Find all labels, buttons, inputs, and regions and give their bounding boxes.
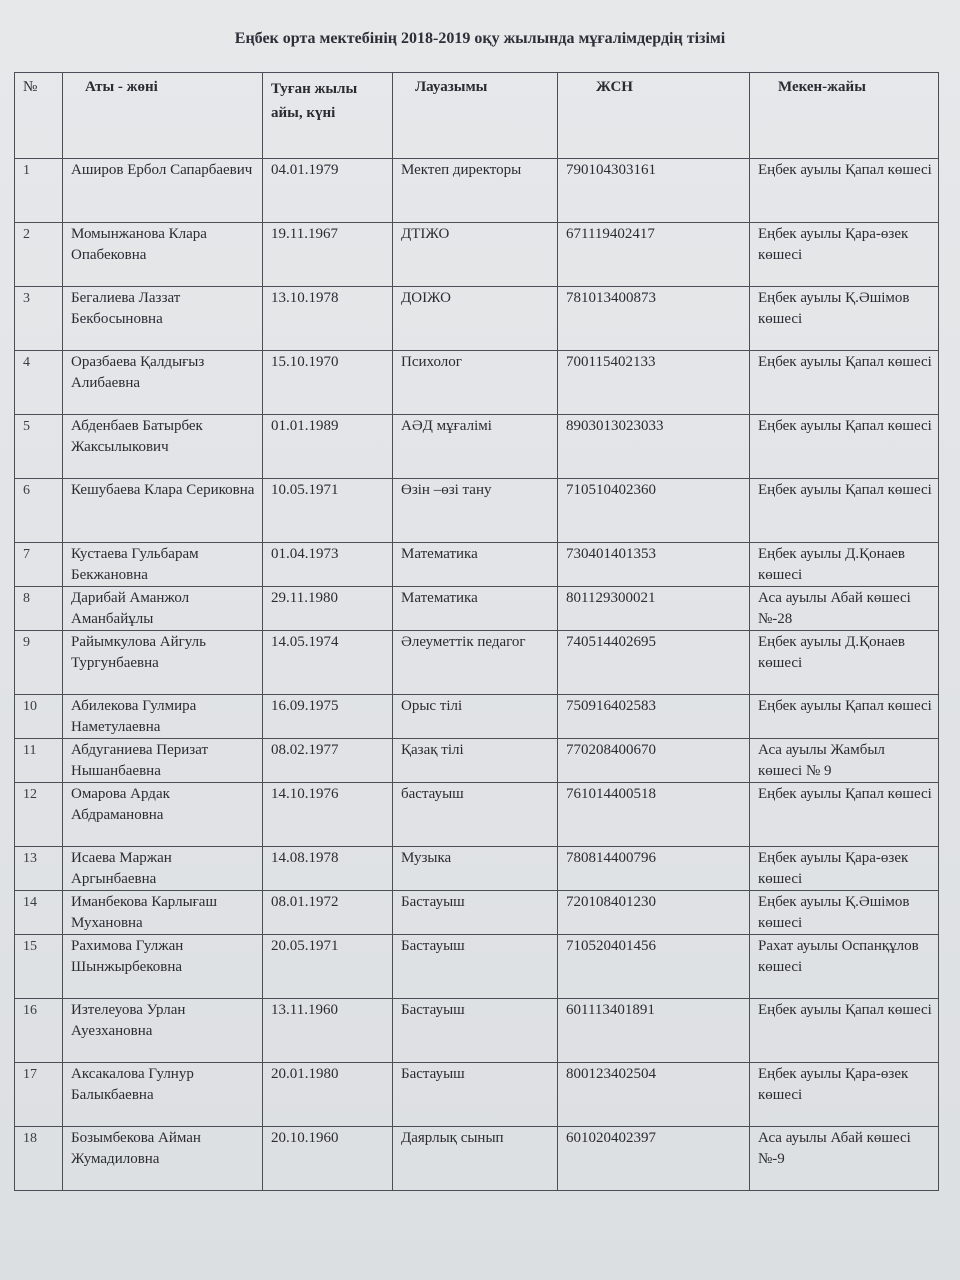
- iin-number-cell: 801129300021: [558, 587, 750, 631]
- iin-number-cell: 700115402133: [558, 351, 750, 415]
- table-row: [15, 783, 939, 847]
- row-number-cell: 10: [15, 695, 63, 739]
- row-number-cell: 7: [15, 543, 63, 587]
- address-cell: Еңбек ауылы Қара-өзек көшесі: [750, 223, 939, 287]
- address-cell: Еңбек ауылы Қапал көшесі: [750, 415, 939, 479]
- row-number-cell: 15: [15, 935, 63, 999]
- birth-date-cell: 16.09.1975: [263, 695, 393, 739]
- position-cell: Музыка: [393, 847, 558, 891]
- address-cell: Аса ауылы Абай көшесі №-28: [750, 587, 939, 631]
- birth-date-cell: 13.11.1960: [263, 999, 393, 1063]
- table-row: [15, 891, 939, 935]
- position-cell: Бастауыш: [393, 891, 558, 935]
- table-row: [15, 1063, 939, 1127]
- teacher-name-cell: Абилекова Гулмира Наметулаевна: [63, 695, 263, 739]
- row-number-cell: 4: [15, 351, 63, 415]
- row-number-cell: 11: [15, 739, 63, 783]
- teacher-name-cell: Исаева Маржан Аргынбаевна: [63, 847, 263, 891]
- row-number-cell: 3: [15, 287, 63, 351]
- address-cell: Еңбек ауылы Қапал көшесі: [750, 159, 939, 223]
- teacher-name-cell: Кустаева Гульбарам Бекжановна: [63, 543, 263, 587]
- table-row: [15, 847, 939, 891]
- row-number-cell: 18: [15, 1127, 63, 1191]
- address-cell: Еңбек ауылы Д.Қонаев көшесі: [750, 631, 939, 695]
- birth-date-cell: 08.01.1972: [263, 891, 393, 935]
- teacher-name-cell: Оразбаева Қалдығыз Алибаевна: [63, 351, 263, 415]
- teacher-name-cell: Кешубаева Клара Сериковна: [63, 479, 263, 543]
- document-title: Еңбек орта мектебінің 2018-2019 оқу жылында мұғалімдердің тізімі: [234, 30, 726, 47]
- iin-number-cell: 710510402360: [558, 479, 750, 543]
- position-cell: Математика: [393, 587, 558, 631]
- position-cell: Даярлық сынып: [393, 1127, 558, 1191]
- iin-number-cell: 8903013023033: [558, 415, 750, 479]
- birth-date-cell: 29.11.1980: [263, 587, 393, 631]
- position-cell: Қазақ тілі: [393, 739, 558, 783]
- teacher-name-cell: Иманбекова Карлығаш Мухановна: [63, 891, 263, 935]
- iin-number-cell: 770208400670: [558, 739, 750, 783]
- iin-number-cell: 750916402583: [558, 695, 750, 739]
- iin-number-cell: 800123402504: [558, 1063, 750, 1127]
- teacher-name-cell: Рахимова Гулжан Шынжырбековна: [63, 935, 263, 999]
- table-row: [15, 223, 939, 287]
- position-cell: Мектеп директоры: [393, 159, 558, 223]
- header-address: Мекен-жайы: [750, 73, 939, 159]
- iin-number-cell: 710520401456: [558, 935, 750, 999]
- table-row: [15, 999, 939, 1063]
- row-number-cell: 12: [15, 783, 63, 847]
- table-row: [15, 351, 939, 415]
- table-row: [15, 631, 939, 695]
- teacher-name-cell: Райымкулова Айгуль Тургунбаевна: [63, 631, 263, 695]
- teacher-name-cell: Аксакалова Гулнур Балыкбаевна: [63, 1063, 263, 1127]
- row-number-cell: 1: [15, 159, 63, 223]
- birth-date-cell: 20.05.1971: [263, 935, 393, 999]
- birth-date-cell: 15.10.1970: [263, 351, 393, 415]
- iin-number-cell: 671119402417: [558, 223, 750, 287]
- teacher-name-cell: Бозымбекова Айман Жумадиловна: [63, 1127, 263, 1191]
- position-cell: ДТІЖО: [393, 223, 558, 287]
- address-cell: Еңбек ауылы Қ.Әшімов көшесі: [750, 891, 939, 935]
- table-row: [15, 587, 939, 631]
- birth-date-cell: 01.01.1989: [263, 415, 393, 479]
- address-cell: Еңбек ауылы Қапал көшесі: [750, 695, 939, 739]
- table-header-row: [15, 73, 939, 159]
- birth-date-cell: 20.01.1980: [263, 1063, 393, 1127]
- position-cell: Орыс тілі: [393, 695, 558, 739]
- address-cell: Еңбек ауылы Қапал көшесі: [750, 479, 939, 543]
- iin-number-cell: 730401401353: [558, 543, 750, 587]
- iin-number-cell: 780814400796: [558, 847, 750, 891]
- iin-number-cell: 740514402695: [558, 631, 750, 695]
- row-number-cell: 6: [15, 479, 63, 543]
- row-number-cell: 16: [15, 999, 63, 1063]
- table-body: [15, 159, 939, 1191]
- teachers-table: [14, 72, 939, 1191]
- birth-date-cell: 08.02.1977: [263, 739, 393, 783]
- teacher-name-cell: Бегалиева Лаззат Бекбосыновна: [63, 287, 263, 351]
- position-cell: АӘД мұғалімі: [393, 415, 558, 479]
- table-row: [15, 479, 939, 543]
- position-cell: Математика: [393, 543, 558, 587]
- row-number-cell: 8: [15, 587, 63, 631]
- table-row: [15, 695, 939, 739]
- address-cell: Еңбек ауылы Д.Қонаев көшесі: [750, 543, 939, 587]
- address-cell: Аса ауылы Абай көшесі №-9: [750, 1127, 939, 1191]
- table-row: [15, 159, 939, 223]
- table-row: [15, 739, 939, 783]
- iin-number-cell: 790104303161: [558, 159, 750, 223]
- address-cell: Еңбек ауылы Қ.Әшімов көшесі: [750, 287, 939, 351]
- address-cell: Еңбек ауылы Қапал көшесі: [750, 351, 939, 415]
- position-cell: Бастауыш: [393, 999, 558, 1063]
- birth-date-cell: 01.04.1973: [263, 543, 393, 587]
- header-number: №: [15, 73, 63, 159]
- birth-date-cell: 20.10.1960: [263, 1127, 393, 1191]
- teacher-name-cell: Абдуганиева Перизат Нышанбаевна: [63, 739, 263, 783]
- iin-number-cell: 601020402397: [558, 1127, 750, 1191]
- row-number-cell: 5: [15, 415, 63, 479]
- table-row: [15, 935, 939, 999]
- birth-date-cell: 04.01.1979: [263, 159, 393, 223]
- row-number-cell: 9: [15, 631, 63, 695]
- address-cell: Еңбек ауылы Қапал көшесі: [750, 783, 939, 847]
- teacher-name-cell: Омарова Ардак Абдрамановна: [63, 783, 263, 847]
- position-cell: Психолог: [393, 351, 558, 415]
- teacher-name-cell: Изтелеуова Урлан Ауезхановна: [63, 999, 263, 1063]
- address-cell: Еңбек ауылы Қара-өзек көшесі: [750, 847, 939, 891]
- table-row: [15, 415, 939, 479]
- address-cell: Еңбек ауылы Қапал көшесі: [750, 999, 939, 1063]
- position-cell: Әлеуметтік педагог: [393, 631, 558, 695]
- row-number-cell: 13: [15, 847, 63, 891]
- address-cell: Еңбек ауылы Қара-өзек көшесі: [750, 1063, 939, 1127]
- position-cell: Бастауыш: [393, 1063, 558, 1127]
- birth-date-cell: 10.05.1971: [263, 479, 393, 543]
- birth-date-cell: 19.11.1967: [263, 223, 393, 287]
- iin-number-cell: 761014400518: [558, 783, 750, 847]
- birth-date-cell: 14.10.1976: [263, 783, 393, 847]
- teacher-name-cell: Момынжанова Клара Опабековна: [63, 223, 263, 287]
- birth-date-cell: 14.05.1974: [263, 631, 393, 695]
- header-position: Лауазымы: [393, 73, 558, 159]
- teacher-name-cell: Дарибай Аманжол Аманбайұлы: [63, 587, 263, 631]
- teacher-name-cell: Аширов Ербол Сапарбаевич: [63, 159, 263, 223]
- iin-number-cell: 781013400873: [558, 287, 750, 351]
- position-cell: Өзін –өзі тану: [393, 479, 558, 543]
- row-number-cell: 2: [15, 223, 63, 287]
- header-iin: ЖСН: [558, 73, 750, 159]
- position-cell: ДОІЖО: [393, 287, 558, 351]
- header-name: Аты - жөні: [63, 73, 263, 159]
- address-cell: Рахат ауылы Оспанқұлов көшесі: [750, 935, 939, 999]
- address-cell: Аса ауылы Жамбыл көшесі № 9: [750, 739, 939, 783]
- header-birth-date: Туған жылы айы, күні: [263, 73, 393, 159]
- row-number-cell: 17: [15, 1063, 63, 1127]
- teacher-name-cell: Абденбаев Батырбек Жаксылыкович: [63, 415, 263, 479]
- row-number-cell: 14: [15, 891, 63, 935]
- table-row: [15, 287, 939, 351]
- table-row: [15, 1127, 939, 1191]
- birth-date-cell: 13.10.1978: [263, 287, 393, 351]
- iin-number-cell: 601113401891: [558, 999, 750, 1063]
- iin-number-cell: 720108401230: [558, 891, 750, 935]
- birth-date-cell: 14.08.1978: [263, 847, 393, 891]
- position-cell: Бастауыш: [393, 935, 558, 999]
- position-cell: бастауыш: [393, 783, 558, 847]
- table-row: [15, 543, 939, 587]
